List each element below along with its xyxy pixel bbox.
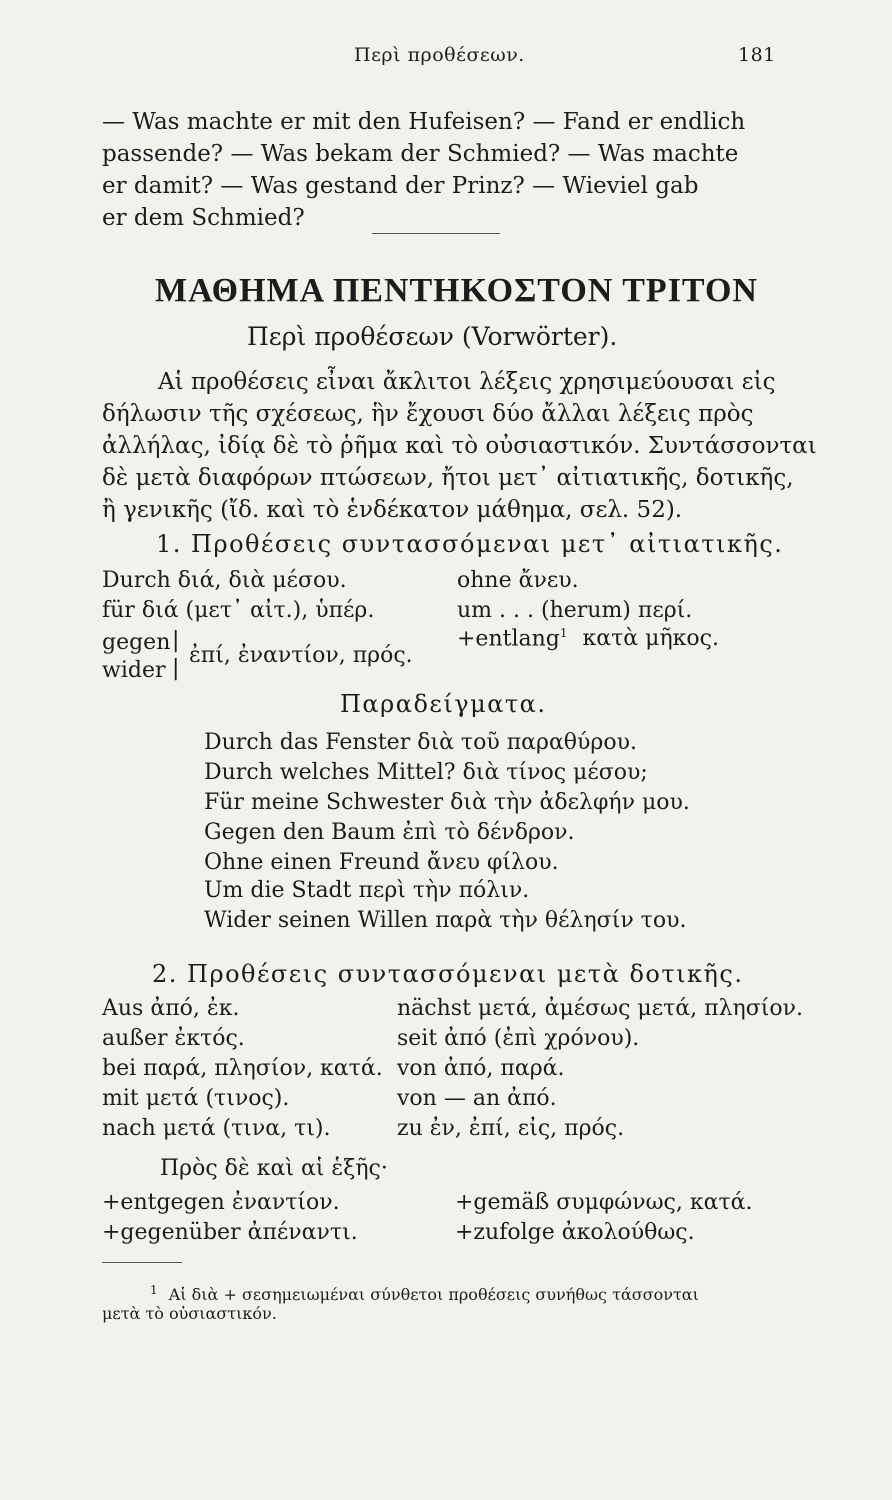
intro-line: — Was machte er mit den Hufeisen? — Fand er endlich [102,109,746,135]
example-line: Ohne einen Freund ἄνευ φίλου. [204,850,559,875]
divider [372,233,500,234]
section2-left-row: bei παρά, πλησίον, κατά. [102,1056,383,1081]
section2-left-row: nach μετά (τινα, τι). [102,1116,331,1141]
section2-left-row: Aus ἀπό, ἐκ. [102,996,240,1021]
extra-left-row: +entgegen ἐναντίον. [102,1190,340,1215]
intro-line: passende? — Was bekam der Schmied? — Was machte [102,141,739,167]
section1-heading: 1. Προθέσεις συντασσόμεναι μετ᾽ αἰτιατικῆς. [156,530,784,558]
also-label: Πρὸς δὲ καὶ αἱ ἑξῆς· [160,1156,388,1181]
section2-left-row: mit μετά (τινος). [102,1086,290,1111]
paragraph-line: δὲ μετὰ διαφόρων πτώσεων, ἤτοι μετ᾽ αἰτιατικῆς, δοτικῆς, [102,465,794,491]
extra-left-row: +gegenüber ἀπέναντι. [102,1220,358,1245]
paragraph-line: ἢ γενικῆς (ἴδ. καὶ τὸ ἑνδέκατον μάθημα, σελ. 52). [102,497,683,523]
lesson-title: ΜΑΘΗΜΑ ΠΕΝΤΗΚΟΣΤΟΝ ΤΡΙΤΟΝ [155,272,758,309]
gegen-wider-meaning: ἐπί, ἐναντίον, πρός. [189,643,413,668]
paragraph-line: ἀλλήλας, ἰδίᾳ δὲ τὸ ῥῆμα καὶ τὸ οὐσιαστικόν. Συντάσσονται [102,433,817,459]
example-line: Für meine Schwester διὰ τὴν ἀδελφήν μου. [204,790,690,815]
entlang-row [457,626,719,651]
section1-left-row: Durch διά, διὰ μέσου. [102,568,347,593]
section2-right-row: von ἀπό, παρά. [397,1056,565,1081]
paragraph-line: Αἱ προθέσεις εἶναι ἄκλιτοι λέξεις χρησιμεύουσαι εἰς [158,369,776,395]
entlang-word: +entlang [457,626,560,652]
section2-right-row: nächst μετά, ἀμέσως μετά, πλησίον. [397,996,803,1021]
extra-right-row: +gemäß συμφώνως, κατά. [455,1190,753,1215]
footnote-line: μετὰ τὸ οὐσιαστικόν. [102,1304,277,1323]
footnote-rule [102,1262,182,1263]
gegen-word: gegen [102,630,171,655]
section1-left-row: für διά (μετ᾽ αἰτ.), ὑπέρ. [102,598,375,623]
section2-right-row: zu ἐν, ἐπί, εἰς, πρός. [397,1116,625,1141]
section1-right-row: ohne ἄνευ. [457,568,579,593]
section1-right-row: um . . . (herum) περί. [457,598,693,623]
brace-icon: | [172,628,180,653]
footnote-mark: 1 [150,1283,158,1297]
section2-right-row: seit ἀπό (ἐπὶ χρόνου). [397,1026,640,1051]
running-header: Περὶ προθέσεων. [354,44,525,66]
example-line: Wider seinen Willen παρὰ τὴν θέλησίν του. [204,908,687,933]
example-line: Durch das Fenster διὰ τοῦ παραθύρου. [204,730,637,755]
section2-right-row: von — an ἀπό. [397,1086,557,1111]
lesson-subtitle: Περὶ προθέσεων (Vorwörter). [247,322,618,351]
example-line: Durch welches Mittel? διὰ τίνος μέσου; [204,760,648,785]
intro-line: er damit? — Was gestand der Prinz? — Wieviel gab [102,173,699,199]
wider-word: wider [102,658,166,683]
example-line: Gegen den Baum ἐπὶ τὸ δένδρον. [204,820,575,845]
examples-heading: Παραδείγματα. [340,690,547,718]
brace-icon: | [172,656,180,681]
section2-left-row: außer ἐκτός. [102,1026,245,1051]
extra-right-row: +zufolge ἀκολούθως. [455,1220,695,1245]
section2-heading: 2. Προθέσεις συντασσόμεναι μετὰ δοτικῆς. [152,960,744,988]
footnote-text: Αἱ διὰ + σεσημειωμέναι σύνθετοι προθέσεις συνήθως τάσσονται [168,1285,699,1305]
entlang-meaning: κατὰ μῆκος. [582,626,719,652]
footnote-mark: 1 [559,626,568,640]
paragraph-line: δήλωσιν τῆς σχέσεως, ἣν ἔχουσι δύο ἄλλαι λέξεις πρὸς [102,401,754,427]
example-line: Um die Stadt περὶ τὴν πόλιν. [204,878,530,903]
page-number: 181 [738,44,776,66]
intro-line: er dem Schmied? [102,205,305,231]
